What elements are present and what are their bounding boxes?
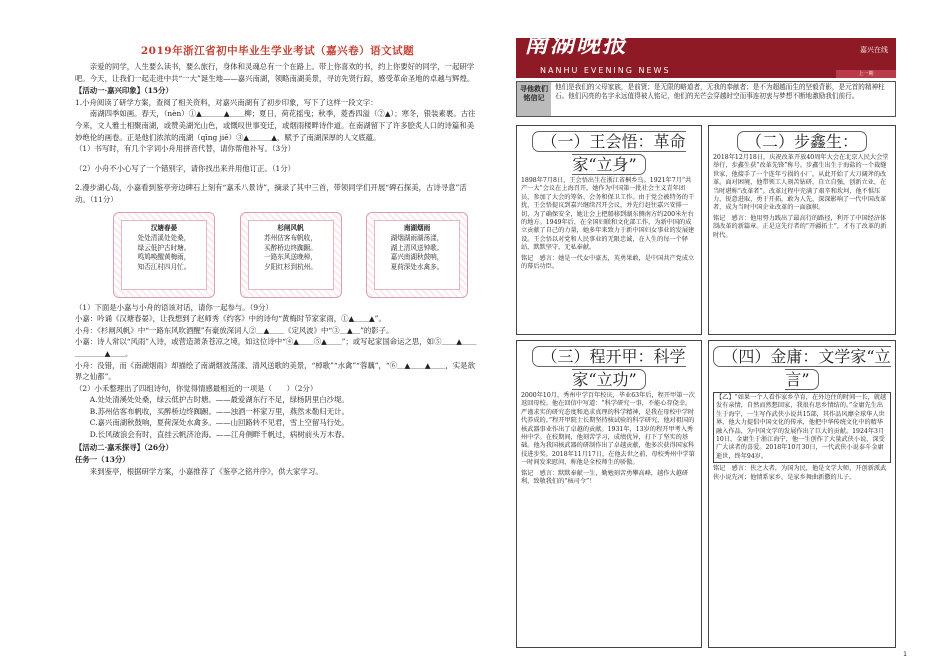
option-d: D.长风破浪会有时，直挂云帆济沧海。——江舟侧畔千帆过，病树前头万木春。 <box>89 430 350 440</box>
article-box-2 <box>708 125 896 335</box>
article-heading: （四）金庸：文学家“立言” <box>713 346 890 390</box>
article-note: 铭记 感言：他用努力践出了最高行的路径，利开了中国经济体制改革的新篇章。正是这先行者的“开疆拓土”，才有了改革的新时代。 <box>713 214 887 239</box>
article-body: 2000年10月，秀州中学百年校庆，毕业63年后，程开甲第一次返回母校。他在回信中写道：“科学研究一事，不能心存侥幸，严谨求实的研究态度和追求真理的科学精神，是我在母校中学时代养成的。”程开甲院士长期坚持核试验的科学研究，他对祖国的核武器事业作出了卓越的贡献。1931年，13岁的程开甲考入秀州中学。在校期间，他刻苦学习，成绩优异，打下了坚实的基础。他为我国核武器的研制作出了卓越贡献，他多次获得国家科技进步奖。2018年11月17日，在他去世之前，母校秀州中学第一时间发来慰问，称他是全校师生的骄傲。 <box>521 392 695 467</box>
article-heading: （二）步鑫生： <box>737 131 867 152</box>
article-heading: （一）王会悟：革命家“立身” <box>532 131 685 175</box>
poem-line: 夏荷深处水禽多。 <box>390 262 444 271</box>
question2-part1: （1）下面是小嘉与小舟的语该对话，请你一起参与。（9分） <box>75 302 273 312</box>
intro-label: 寻他救们铭信记 <box>517 82 551 116</box>
answer-space <box>75 155 480 163</box>
newspaper-intro <box>516 81 896 117</box>
poem-line: 一路东风送晚棹， <box>264 253 317 262</box>
article-box-1 <box>516 125 702 335</box>
exam-left-column <box>75 44 480 477</box>
newspaper-column <box>516 29 896 117</box>
poem-line: 绿云低护古时塘。 <box>137 243 191 252</box>
site-logo: 嘉兴在线 <box>860 46 888 54</box>
poem-line: 处处清溪处处桑， <box>137 234 191 243</box>
poem-title: 汉塘春晏 <box>150 223 178 232</box>
option-b: B.苏州估客布帆收，买醉桥边终踟蹰。——浊酒一杯家万里，燕然未勒归无计。 <box>89 406 349 416</box>
question1-text: 南湖四季如画。春天，（nèn）①▲＿＿＿▲＿＿柳；夏日，荷花摇曳；秋季，菱香四溢（②▲）；寒冬，银装素裹。古往今来，文人雅士相聚南湖，或赞美湖光山色，或慨叹世事变迁，或烟雨楼畔诗作道。在南湖留下了许多脍炙人口的诗篇和美妙绝伦的画卷。正是他们浓浓的南湖（qīng jiē）③▲＿＿＿▲，赋予了南湖深厚的人文底蕴。 <box>75 109 476 142</box>
dialogue-line: 小舟：《杉闸风帆》中“一路东风吹酒醒”有豪放深词人②＿▲＿＿《定风波》中“③＿▲＿”的影子。 <box>75 325 394 335</box>
article-box-3 <box>516 340 702 648</box>
poem-line: 知否江村四月忙。 <box>137 262 191 271</box>
poem-text <box>374 220 460 290</box>
poem-card-1 <box>113 212 215 298</box>
exam-title: 2019年浙江省初中毕业生学业考试（嘉兴卷）语文试题 <box>140 45 415 57</box>
article-note: 铭记 感言：侠之大者，为国为民，他是文学大师，开创新派武侠小说先河；他情系家乡，是家乡舞曲新撒的儿子。 <box>713 465 887 481</box>
article-note: 铭记 感言：她是一代女中豪杰，英勇果敢，是中国共产党成立的幕后功臣。 <box>521 254 695 271</box>
article-box-4 <box>708 340 896 648</box>
article-body: 2018年12月18日，庆祝改革开放40周年大会在北京人民大会堂举行，步鑫生获“改革先锋”称号。步鑫生出生于海盐的一个裁缝世家，他接手了一个连年亏损的小厂，从此开始了大刀阔斧的改革。面对困境，他带领工人刻苦钻研，自立自强，创新立业，在当时堪称“改革者”。改革过程中充满了艰辛和坎坷，他不惧压力，锐意进取，勇于开拓，敢为人先，深深影响了一代中国改革者，成为当时中国企业改革的一面旗帜。 <box>713 154 889 212</box>
poem-line: 买醉桥边终踟蹰。 <box>264 243 317 252</box>
task1-heading: 任务一（13分） <box>75 455 130 465</box>
poem-text <box>121 220 207 290</box>
poem-text <box>248 220 334 290</box>
question2: 2.漫步湖心岛，小嘉看到鉴亭旁边碑石上刻有“嘉禾八景诗”，摘录了其中三首，带领同学们开展“碑石探美，古诗寻意”活动。（11分） <box>75 183 467 204</box>
activity2-heading: 【活动二·嘉禾探寻】（26分） <box>75 442 173 452</box>
masthead-title: 南湖晚报 <box>524 29 628 58</box>
dialogue-line: 小嘉：吟诵《汉塘春晏》，让我想到了赵师秀《约客》中的诗句“黄梅时节家家雨，①▲＿＿▲”。 <box>75 314 386 324</box>
question1-part2: （2）小舟不小心写了一个错别字，请你找出来并用他订正。（1分） <box>75 163 296 173</box>
article-heading: （三）程开甲：科学家“立功” <box>532 346 685 390</box>
task1-text: 来到鉴亭，根据研学方案，小嘉推荐了《鉴亭之铭并序》，供大家学习。 <box>89 466 323 476</box>
newspaper-masthead <box>516 29 896 78</box>
article-body: 1898年7月8日，王会悟出生在浙江省桐乡乌。1921年7月“共产一大”会议在上海召开，她作为中国第一批社会主义青年团员，参加了大会的筹备、会务和保卫工作。由于党会被特务的干扰，王会悟提议到嘉兴继续召开会议，并先行赶往嘉兴安排一切，为了确保安全，她让会上把船移到湖东侧南方约200米左右的地方。1949年后，在全国妇联和文化部工作，为新中国的成立贡献了自己的力量，她多年来致力于新中国妇女事业的发展建设。王会悟以对党和人民事业的无限忠诚，在人生的每一个驿站，默默坚守，无私奉献。 <box>521 177 695 252</box>
poem-line: 湖上清风送钟歌。 <box>390 243 444 252</box>
option-c: C.嘉兴南湖秋鼓响，夏荷深处水禽多。——山回路转不见君，雪上空留马行处。 <box>89 418 349 428</box>
poem-title: 南湖烟雨 <box>403 223 431 232</box>
masthead-english: NANHU EVENING NEWS <box>540 66 671 75</box>
poem-line: 夕阳红杉到杭州。 <box>264 262 317 271</box>
activity1-heading: 【活动一·嘉兴印象】（15分） <box>75 86 173 96</box>
article-body: 【乙】“如果一个人看作家乡孕育，在外边住的时间一长，就越发有亲情，自然而然想回家，我很有思乡情结的。”金庸先生出生于海宁，一生写作武侠小说共15部，其作品风靡全球华人世界，他大力提倡中国文化的传承，他把中华传统文化中的精华融入作品，为中国文学的发展作出了巨大的贡献。1924年3月10日，金庸生于浙江海宁，他一生创作了大量武侠小说，深受广大读者的喜爱。2018年10月30日，一代武侠小说泰斗金庸逝世，终年94岁。 <box>713 392 891 463</box>
poem-line: 湖烟湖雨湖荡漾， <box>390 234 444 243</box>
option-a: A.处处清溪处处桑，绿云低护古时塘。——最爱湖东行不足，绿杨阴里白沙堤。 <box>89 395 349 405</box>
answer-space <box>75 174 480 182</box>
poem-card-3 <box>366 212 468 298</box>
question1: 1.小舟阅读了研学方案，查阅了相关资料，对嘉兴南湖有了初步印象，写下了这样一段文字： <box>75 97 378 107</box>
poem-line: 嘉兴南湖秋鼓响， <box>390 253 444 262</box>
intro-paragraph: 亲爱的同学，人生要么读书，要么旅行，身体和灵魂总有一个在路上。带上你喜欢的书，约上你要好的同学，一起研学吧。今天，让我们一起走进中共“一大”诞生地——嘉兴南湖，领略南湖美景，寻访先贤行踪，感受革命圣地的卓越与辉煌。 <box>75 62 475 83</box>
poem-line: 鸣鸠唤醒黄梅雨， <box>137 253 191 262</box>
question2-part2: （2）小禾整理出了四组诗句，你觉得情感最相近的一项是（ ）（2分） <box>75 383 318 393</box>
intro-text: 他们是我们的父母家族，是前贤；是无限的略道者，无我的奉献者；是不为超越而生的坚毅背影，是元首的精神柱石。他们闪亮的名字永远值得被人铭记，他们的光芒会穿越时空而事连初衷与梦想不断地激励我们前行。 <box>555 83 885 100</box>
dialogue-line: 小舟：没错，而《南湖烟雨》却描绘了南湖烟波荡漾、清风送歌的美景，“棹歌”“水禽”“蓉藕”，“⑥＿▲＿＿▲＿＿，实是欲界之仙都”。 <box>75 360 475 382</box>
page-number: 1 <box>903 651 907 658</box>
dialogue-line: 小嘉：诗人常以“风雨”入诗，或营造萧条苍凉之境，如这位诗中“④▲＿＿⑤▲＿＿”；或写起家国命运之思，如⑤＿＿▲＿＿＿＿＿＿▲＿＿。 <box>75 337 477 358</box>
issue-tag: 上一期 <box>836 70 896 78</box>
poem-card-2 <box>240 212 342 298</box>
question1-part1: （1）书写时，有几个字词小舟用拼音代替，请你帮他补写。（3分） <box>75 144 296 154</box>
poem-cards <box>113 212 468 298</box>
article-note: 铭记 感言：默默奉献一生，勤勉刻苦勇攀高峰，越作大越研利，致敬我们的“核司令”！ <box>521 469 689 486</box>
poem-line: 苏州估客布帆收， <box>264 234 317 243</box>
poem-title: 杉闸风帆 <box>277 223 304 232</box>
